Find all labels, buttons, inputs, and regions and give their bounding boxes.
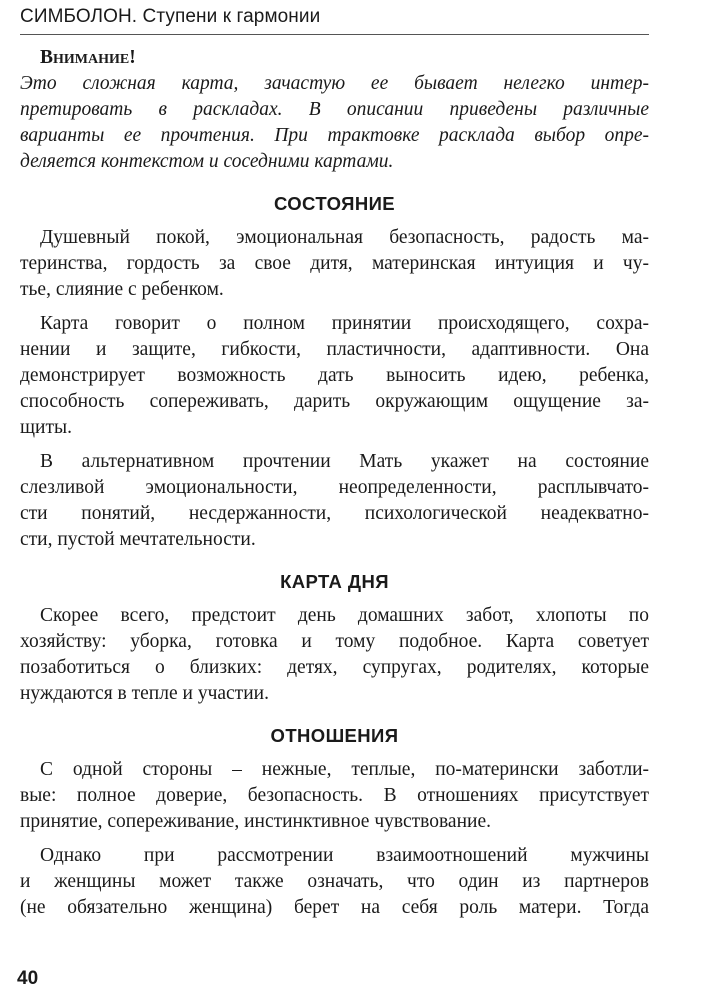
- paragraph-line: позаботиться о близких: детях, супругах, родителях, которые: [20, 657, 649, 678]
- section-heading: СОСТОЯНИЕ: [273, 193, 396, 214]
- attention-title: Внимание!: [40, 47, 136, 68]
- sections: [20, 192, 649, 921]
- paragraph-line: (не обязательно женщина) берет на себя роль матери. Тогда: [20, 897, 649, 918]
- paragraph-line: способность сопереживать, дарить окружающим ощущение за-: [20, 391, 649, 412]
- attention-line: варианты ее прочтения. При трактовке расклада выбор опре-: [20, 125, 649, 146]
- paragraph-line: тье, слияние с ребенком.: [20, 279, 224, 300]
- paragraph-line: демонстрирует возможность дать выносить идею, ребенка,: [20, 365, 649, 386]
- section-heading: КАРТА ДНЯ: [280, 571, 389, 592]
- paragraph-line: вые: полное доверие, безопасность. В отношениях присутствует: [20, 785, 649, 806]
- attention-box: [20, 46, 649, 175]
- attention-line: претировать в раскладах. В описании приведены различные: [20, 99, 649, 120]
- paragraph-line: Карта говорит о полном принятии происходящего, сохра-: [40, 313, 649, 334]
- paragraph: [20, 225, 649, 303]
- attention-line: деляется контекстом и соседними картами.: [20, 151, 394, 172]
- attention-line: Это сложная карта, зачастую ее бывает нелегко интер-: [20, 73, 649, 94]
- attention-body: [20, 71, 649, 175]
- paragraph-line: принятие, сопереживание, инстинктивное чувствование.: [20, 811, 491, 832]
- page-content: [20, 46, 649, 929]
- running-header: СИМБОЛОН. Ступени к гармонии: [20, 6, 321, 27]
- paragraph-line: слезливой эмоциональности, неопределенности, расплывчато-: [20, 477, 649, 498]
- header-rule: [20, 34, 649, 35]
- paragraph-line: нении и защите, гибкости, пластичности, адаптивности. Она: [20, 339, 649, 360]
- section-heading: ОТНОШЕНИЯ: [270, 725, 399, 746]
- paragraph-line: С одной стороны – нежные, теплые, по-матерински заботли-: [40, 759, 649, 780]
- paragraph-line: теринства, гордость за свое дитя, материнская интуиция и чу-: [20, 253, 649, 274]
- paragraph-line: Однако при рассмотрении взаимоотношений мужчины: [40, 845, 649, 866]
- paragraph-line: сти, пустой мечтательности.: [20, 529, 256, 550]
- paragraph-line: Душевный покой, эмоциональная безопасность, радость ма-: [40, 227, 649, 248]
- paragraph: [20, 843, 649, 921]
- paragraph: [20, 757, 649, 835]
- paragraph: [20, 449, 649, 553]
- paragraph-line: Скорее всего, предстоит день домашних забот, хлопоты по: [40, 605, 649, 626]
- paragraph-line: и женщины может также означать, что один из партнеров: [20, 871, 649, 892]
- paragraph-line: нуждаются в тепле и участии.: [20, 683, 269, 704]
- paragraph-line: хозяйству: уборка, готовка и тому подобное. Карта советует: [20, 631, 649, 652]
- page-number: 40: [17, 968, 39, 989]
- paragraph: [20, 311, 649, 441]
- paragraph-line: сти понятий, несдержанности, психологической неадекватно-: [20, 503, 649, 524]
- paragraph: [20, 603, 649, 707]
- paragraph-line: В альтернативном прочтении Мать укажет на состояние: [40, 451, 649, 472]
- paragraph-line: щиты.: [20, 417, 72, 438]
